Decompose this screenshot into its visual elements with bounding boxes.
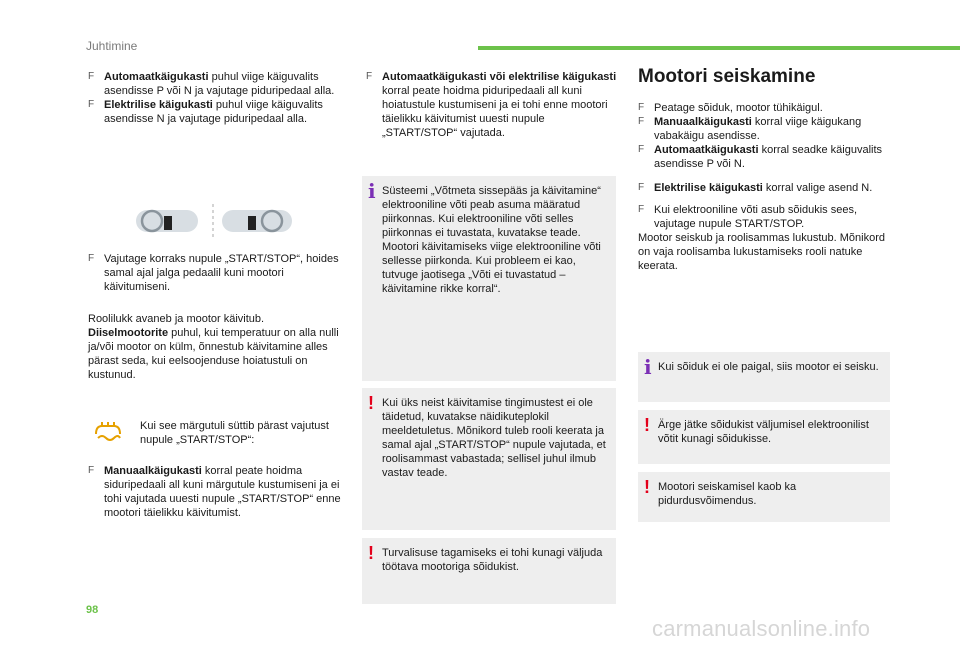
bullet-key xyxy=(638,203,890,231)
info-text: Süsteemi „Võtmeta sissepääs ja käivitamine“ elektrooniline võti peab asuma määratud piirkonnas. Kui elektrooniline võti selles piirkonnas ei tuvastata, kuvatakse teade. Mootori käivitamiseks viige elektrooniline võti sellesse piirkonda. Kui probleem ei kao, tutvuge jaotisega „Võti ei tuvastatud – käivitamine rikke korral“. xyxy=(382,185,601,295)
exclamation-icon: ! xyxy=(644,415,650,435)
col1-paragraph xyxy=(88,312,350,382)
triangle-bullet-icon: F xyxy=(88,465,95,476)
bullet-elec xyxy=(638,181,890,195)
exclamation-icon: ! xyxy=(368,393,374,413)
info-box-keyless xyxy=(362,176,616,381)
bullet-strong: Elektrilise käigukasti xyxy=(104,99,213,111)
header-accent-bar xyxy=(478,46,960,50)
triangle-bullet-icon: F xyxy=(638,116,645,127)
triangle-bullet-icon: F xyxy=(88,71,95,82)
exclamation-icon: ! xyxy=(368,543,374,563)
col3-steps xyxy=(638,101,890,273)
bullet-strong: Elektrilise käigukasti xyxy=(654,182,763,194)
triangle-bullet-icon: F xyxy=(88,99,95,110)
bullet-strong: Automaatkäigukasti või elektrilise käigukasti xyxy=(382,71,617,83)
bullet-text: korral valige asend N. xyxy=(762,182,873,194)
warning-text: Kui üks neist käivitamise tingimustest ei ole täidetud, kuvatakse näidikuteplokil meeldetuletus. Mõnikord tuleb rooli keerata ja samal ajal „START/STOP“ nupule vajutada, et roolisammast vabastada; sellisel juhul ilmub vastav teade. xyxy=(382,397,606,479)
bullet-manual xyxy=(88,464,350,520)
triangle-bullet-icon: F xyxy=(638,102,645,113)
section-title: Mootori seiskamine xyxy=(638,66,816,87)
info-box-moving xyxy=(638,352,890,402)
bullet-press xyxy=(88,252,350,294)
col1-intro xyxy=(88,70,350,126)
diesel-text: puhul, kui temperatuur on alla nulli ja/või mootor on külm, õnnestub käivitamine alles pärast seda, kui eelsoojenduse hoiatustuli on kustunud. xyxy=(88,327,339,381)
col1-manual xyxy=(88,464,350,520)
watermark: carmanualsonline.info xyxy=(652,616,871,641)
triangle-bullet-icon: F xyxy=(88,253,95,264)
triangle-bullet-icon: F xyxy=(366,71,373,82)
warning-box-safety xyxy=(362,538,616,604)
triangle-bullet-icon: F xyxy=(638,182,645,193)
bullet-text: korral viige käigukang vabakäigu asendisse. xyxy=(654,116,862,142)
warning-box-conditions xyxy=(362,388,616,530)
steering-lock-text: Roolilukk avaneb ja mootor käivitub. xyxy=(88,313,265,325)
section-header: Juhtimine xyxy=(86,39,138,53)
bullet-text: puhul viige käiguvalits asendisse N ja vajutage piduripedaal alla. xyxy=(104,99,323,125)
page-number: 98 xyxy=(86,604,99,616)
exclamation-icon: ! xyxy=(644,477,650,497)
bullet-text: Peatage sõiduk, mootor tühikäigul. xyxy=(654,102,823,114)
warning-text: Mootori seiskamisel kaob ka pidurdusvõimendus. xyxy=(658,481,797,507)
bullet-elec xyxy=(88,98,350,126)
info-text: Kui sõiduk ei ole paigal, siis mootor ei seisku. xyxy=(658,361,879,373)
steering-pedal-illustration xyxy=(136,202,306,240)
glow-plug-icon xyxy=(92,420,124,442)
triangle-bullet-icon: F xyxy=(638,204,645,215)
bullet-auto xyxy=(88,70,350,98)
bullet-text: korral peate hoidma siduripedaali all kuni märgutule kustumiseni ja ei tohi vajutada uuesti nupule „START/STOP“ enne mootori täielikku käivitumist. xyxy=(104,465,341,519)
bullet-text: Vajutage korraks nupule „START/STOP“, hoides samal ajal jalga pedaalil kuni mootori käivitumiseni. xyxy=(104,253,339,293)
warning-text: Turvalisuse tagamiseks ei tohi kunagi väljuda töötava mootoriga sõidukist. xyxy=(382,547,603,573)
bullet-strong: Automaatkäigukasti xyxy=(104,71,209,83)
stop-paragraph: Mootor seiskub ja roolisammas lukustub. Mõnikord on vaja roolisamba lukustamiseks rooli natuke keerata. xyxy=(638,232,885,272)
glow-plug-text: Kui see märgutuli süttib pärast vajutust nupule „START/STOP“: xyxy=(140,420,329,446)
col1-press xyxy=(88,252,350,294)
info-icon: i xyxy=(368,179,376,203)
bullet-strong: Manuaalkäigukasti xyxy=(104,465,202,477)
bullet-strong: Manuaalkäigukasti xyxy=(654,116,752,128)
bullet-manual xyxy=(638,115,890,143)
diesel-paragraph xyxy=(88,326,350,382)
col2-intro xyxy=(366,70,618,140)
bullet-text: Kui elektrooniline võti asub sõidukis sees, vajutage nupule START/STOP. xyxy=(654,204,858,230)
bullet-text: korral peate hoidma piduripedaali all kuni hoiatustule kustumiseni ja ei tohi enne mootori täielikku käivitumist uuesti nupule „START/STOP“ vajutada. xyxy=(382,85,608,139)
bullet-strong: Automaatkäigukasti xyxy=(654,144,759,156)
bullet-text: korral seadke käiguvalits asendisse P või N. xyxy=(654,144,883,170)
info-icon: i xyxy=(644,355,652,379)
warning-box-brake xyxy=(638,472,890,522)
bullet-text: puhul viige käiguvalits asendisse P või N ja vajutage piduripedaal alla. xyxy=(104,71,335,97)
warning-box-key xyxy=(638,410,890,464)
warning-text: Ärge jätke sõidukist väljumisel elektroonilist võtit kunagi sõidukisse. xyxy=(658,419,869,445)
triangle-bullet-icon: F xyxy=(638,144,645,155)
diesel-strong: Diiselmootorite xyxy=(88,327,169,339)
bullet-auto-elec xyxy=(366,70,618,140)
bullet-auto xyxy=(638,143,890,171)
bullet-stop xyxy=(638,101,890,115)
